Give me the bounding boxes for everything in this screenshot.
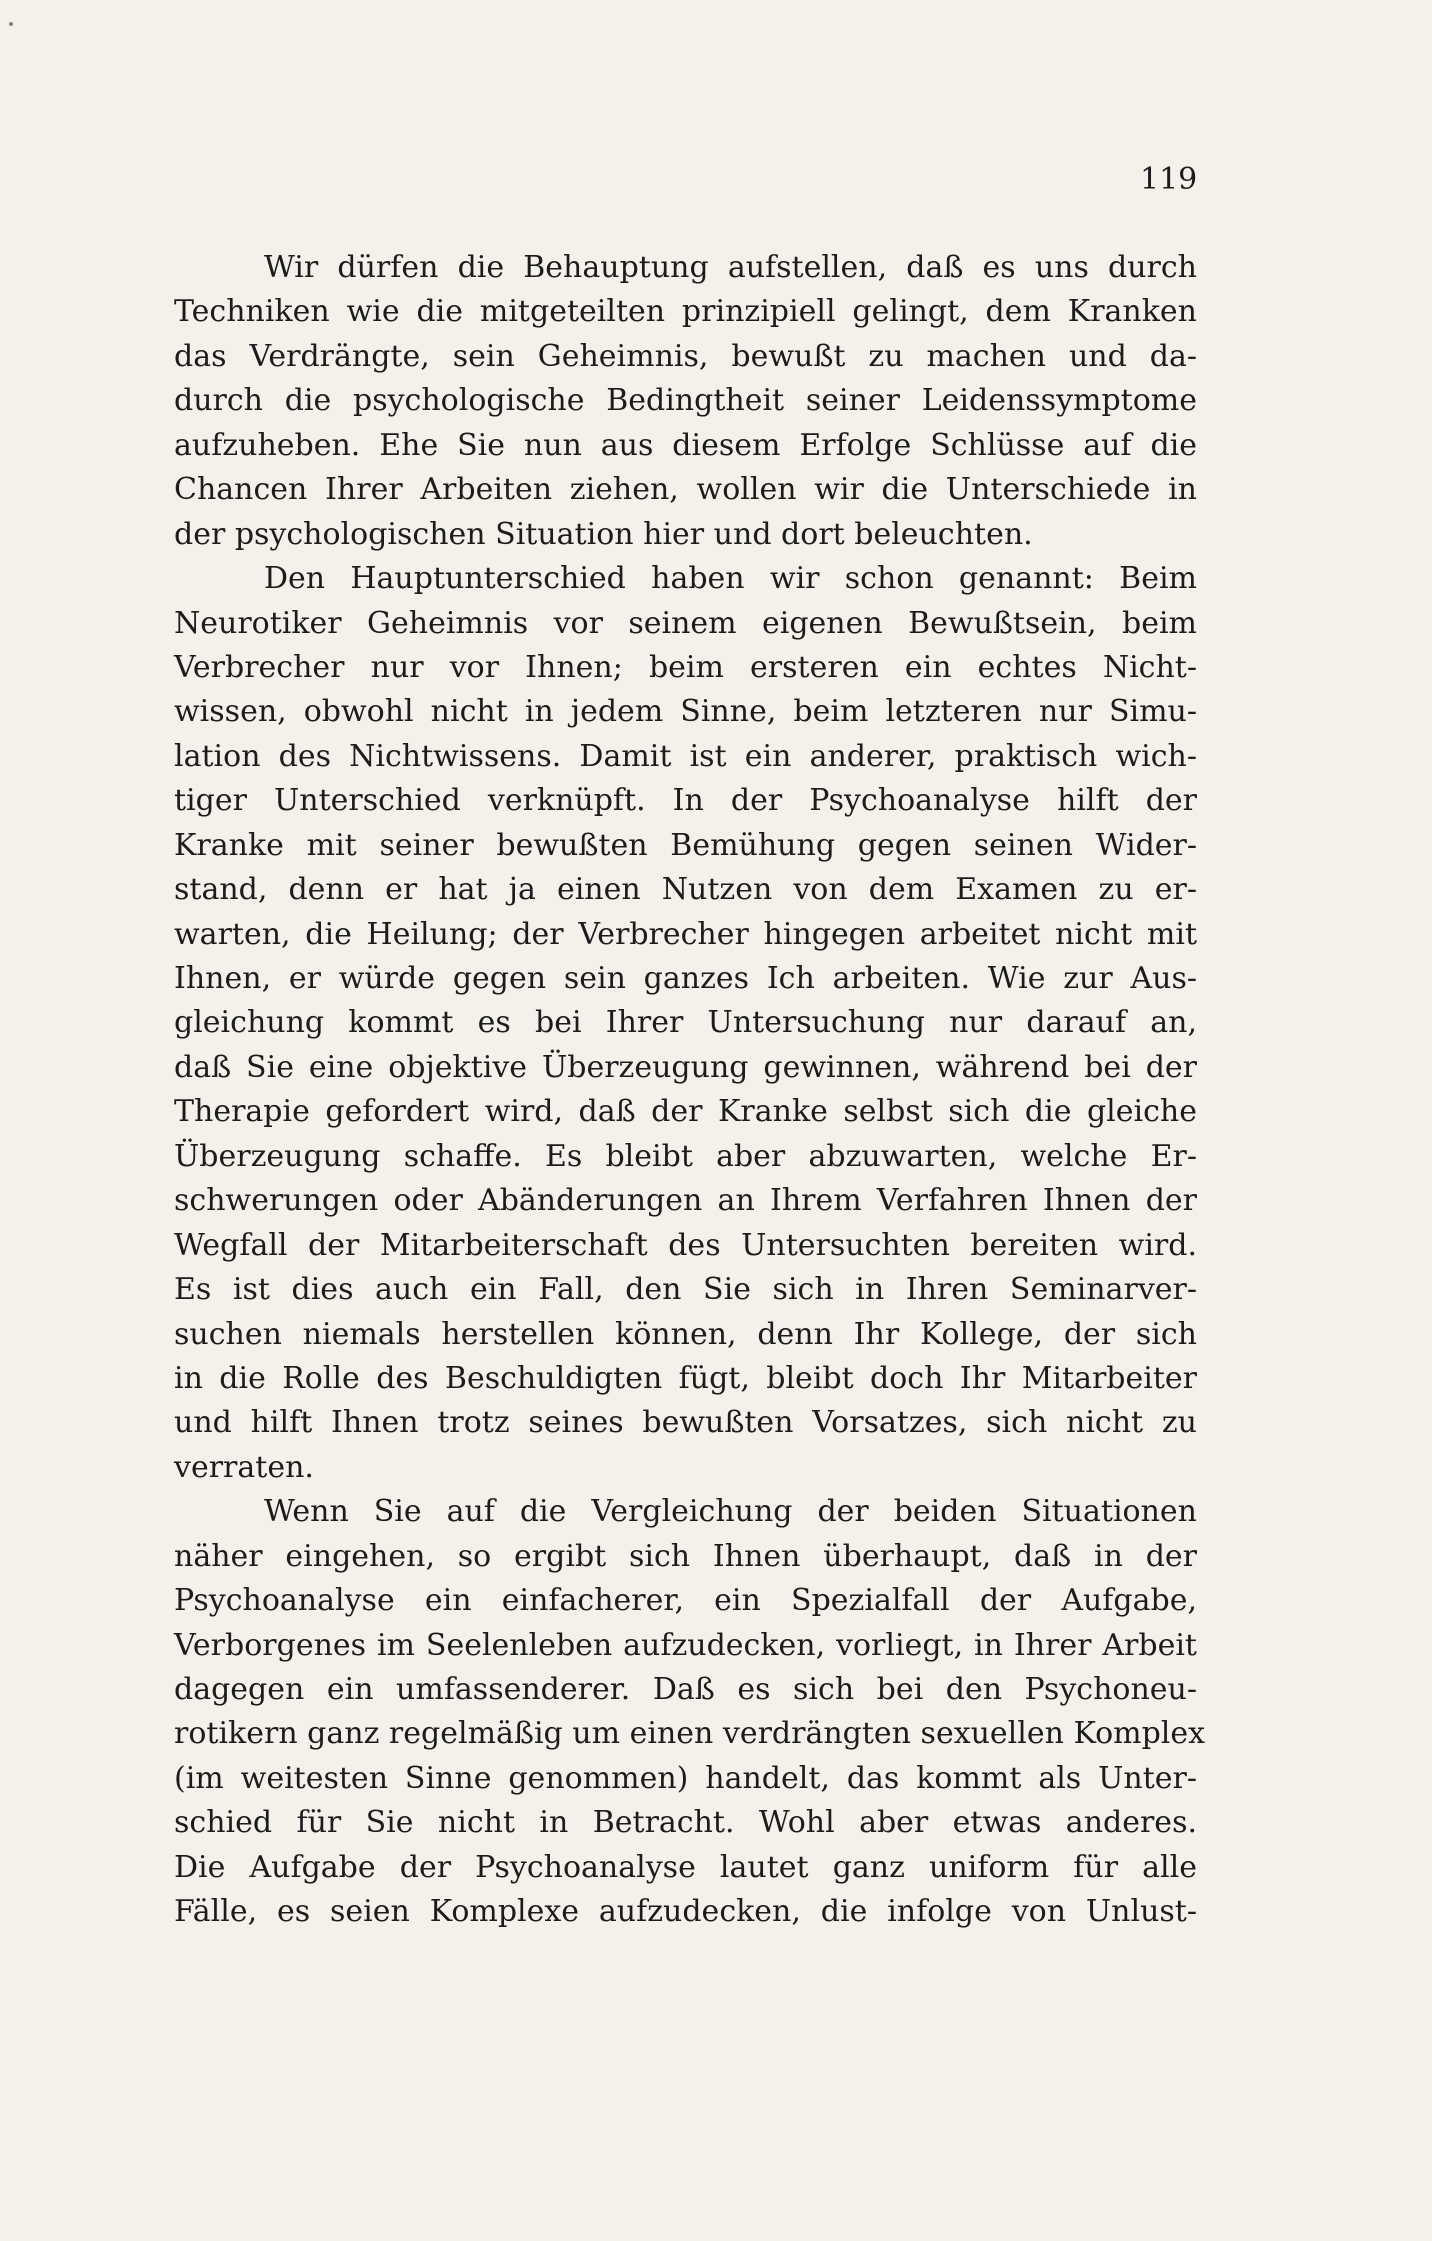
text-line: Psychoanalyse ein einfacherer, ein Spezialfall der Aufgabe, [174, 1583, 1197, 1619]
text-line: rotikern ganz regelmäßig um einen verdrängten sexuellen Komplex [174, 1716, 1206, 1752]
text-line: Therapie gefordert wird, daß der Kranke selbst sich die gleiche [174, 1094, 1197, 1130]
text-line: daß Sie eine objektive Überzeugung gewinnen, während bei der [174, 1049, 1197, 1085]
text-line: das Verdrängte, sein Geheimnis, bewußt zu machen und da- [174, 338, 1197, 374]
text-line: stand, denn er hat ja einen Nutzen von dem Examen zu er- [174, 872, 1197, 908]
text-line: Ihnen, er würde gegen sein ganzes Ich arbeiten. Wie zur Aus- [174, 961, 1197, 996]
body-text [174, 246, 1206, 1935]
page-number: 119 [1140, 162, 1198, 197]
text-line: Kranke mit seiner bewußten Bemühung gegen seinen Wider- [174, 827, 1197, 863]
text-line: Wenn Sie auf die Vergleichung der beiden Situationen [264, 1494, 1197, 1530]
text-line: der psychologischen Situation hier und dort beleuchten. [174, 516, 1033, 552]
text-line: schwerungen oder Abänderungen an Ihrem Verfahren Ihnen der [174, 1183, 1197, 1219]
text-line: Verbrecher nur vor Ihnen; beim ersteren ein echtes Nicht- [174, 649, 1197, 685]
text-line: gleichung kommt es bei Ihrer Untersuchung nur darauf an, [174, 1005, 1197, 1041]
text-line: Wir dürfen die Behauptung aufstellen, daß es uns durch [264, 250, 1197, 285]
text-line: Es ist dies auch ein Fall, den Sie sich in Ihren Seminarver- [174, 1272, 1197, 1308]
scan-speck [9, 22, 13, 26]
text-line: (im weitesten Sinne genommen) handelt, das kommt als Unter- [174, 1760, 1197, 1796]
text-line: wissen, obwohl nicht in jedem Sinne, beim letzteren nur Simu- [174, 694, 1197, 730]
text-line: näher eingehen, so ergibt sich Ihnen überhaupt, daß in der [174, 1538, 1197, 1574]
text-line: aufzuheben. Ehe Sie nun aus diesem Erfolge Schlüsse auf die [174, 427, 1197, 463]
text-line: durch die psychologische Bedingtheit seiner Leidenssymptome [174, 383, 1197, 419]
text-line: schied für Sie nicht in Betracht. Wohl aber etwas anderes. [174, 1805, 1197, 1841]
text-line: Überzeugung schaffe. Es bleibt aber abzuwarten, welche Er- [174, 1138, 1197, 1174]
text-line: warten, die Heilung; der Verbrecher hingegen arbeitet nicht mit [174, 916, 1197, 952]
text-line: lation des Nichtwissens. Damit ist ein anderer, praktisch wich- [174, 738, 1197, 774]
text-line: Die Aufgabe der Psychoanalyse lautet ganz uniform für alle [174, 1849, 1197, 1885]
text-line: Neurotiker Geheimnis vor seinem eigenen Bewußtsein, beim [174, 605, 1197, 641]
text-line: Den Hauptunterschied haben wir schon genannt: Beim [264, 561, 1197, 597]
text-line: Wegfall der Mitarbeiterschaft des Untersuchten bereiten wird. [174, 1227, 1197, 1263]
text-line: suchen niemals herstellen können, denn Ihr Kollege, der sich [174, 1316, 1197, 1352]
text-line: verraten. [174, 1449, 314, 1485]
text-line: Techniken wie die mitgeteilten prinzipiell gelingt, dem Kranken [174, 294, 1197, 330]
text-line: in die Rolle des Beschuldigten fügt, bleibt doch Ihr Mitarbeiter [174, 1360, 1197, 1396]
text-line: Fälle, es seien Komplexe aufzudecken, die infolge von Unlust- [174, 1894, 1197, 1930]
text-line: Chancen Ihrer Arbeiten ziehen, wollen wir die Unterschiede in [174, 472, 1197, 508]
text-line: und hilft Ihnen trotz seines bewußten Vorsatzes, sich nicht zu [174, 1405, 1197, 1441]
text-line: dagegen ein umfassenderer. Daß es sich bei den Psychoneu- [174, 1672, 1197, 1707]
text-line: Verborgenes im Seelenleben aufzudecken, vorliegt, in Ihrer Arbeit [174, 1627, 1197, 1663]
text-line: tiger Unterschied verknüpft. In der Psychoanalyse hilft der [174, 783, 1197, 819]
